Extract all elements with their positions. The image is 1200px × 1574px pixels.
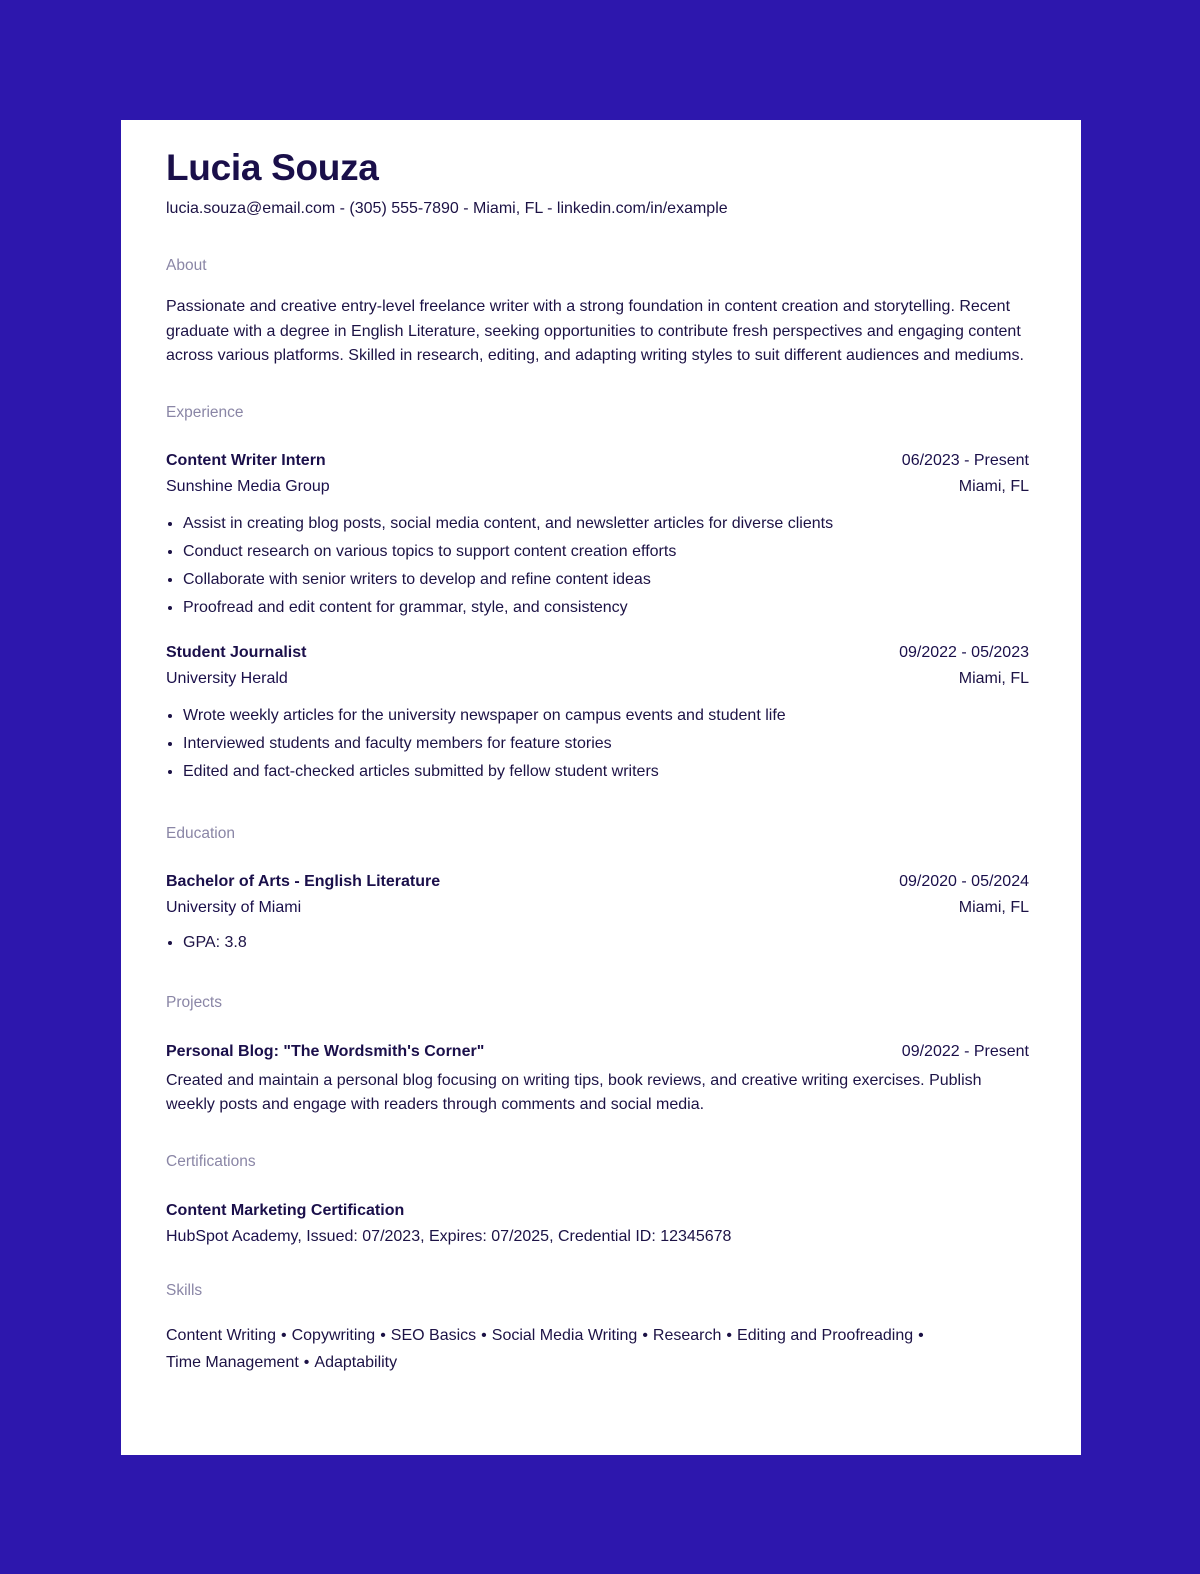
certification-detail [166, 1226, 1029, 1248]
certification-meta: , Issued: 07/2023, Expires: 07/2025, Credential ID: 12345678 [297, 1227, 732, 1245]
section-title-certifications: Certifications [166, 1152, 256, 1170]
skill-item: Social Media Writing [491, 1326, 638, 1344]
degree-title: Bachelor of Arts - English Literature [166, 872, 441, 890]
certification-issuer: HubSpot Academy [166, 1227, 298, 1245]
section-title-skills: Skills [166, 1281, 203, 1299]
job-location: Miami, FL [958, 669, 1029, 687]
project-entry [166, 1041, 1029, 1118]
resume-page [121, 120, 1081, 1455]
skill-item: Research [652, 1326, 722, 1344]
job-title: Content Writer Intern [166, 451, 326, 469]
skills-list [166, 1322, 1029, 1376]
certification-entry [166, 1200, 1029, 1248]
about-text: Passionate and creative entry-level freelance writer with a strong foundation in content creation and storytelling. Recent graduate with a degree in English Literature, seeking opportunities to contribute fresh perspectives and engaging content across various platforms. Skilled in research, editing, and adapting writing styles to suit different audiences and mediums. [166, 298, 1024, 364]
bullet-item: • Conduct research on various topics to support content creation efforts [183, 538, 1029, 566]
bullet-item: • Collaborate with senior writers to develop and refine content ideas [183, 566, 1029, 594]
job-location: Miami, FL [958, 477, 1029, 495]
bullet-item: • Proofread and edit content for grammar, style, and consistency [183, 594, 1029, 622]
experience-entry [166, 642, 1029, 786]
school-name: University of Miami [166, 898, 302, 916]
experience-entry [166, 450, 1029, 622]
project-name: Personal Blog: "The Wordsmith's Corner" [166, 1042, 485, 1060]
education-bullets [166, 929, 1029, 957]
skill-item: Editing and Proofreading [737, 1326, 914, 1344]
section-title-about: About [166, 257, 207, 274]
skill-item: SEO Basics [390, 1326, 477, 1344]
section-title-projects: Projects [166, 993, 222, 1011]
bullet-item: • Edited and fact-checked articles submitted by fellow student writers [183, 758, 1029, 786]
section-title-education: Education [166, 824, 235, 842]
bullet-item: • Assist in creating blog posts, social media content, and newsletter articles for diverse clients [183, 510, 1029, 538]
section-title-experience: Experience [166, 403, 244, 421]
job-dates: 09/2022 - 05/2023 [899, 643, 1029, 661]
skill-separator: • [481, 1326, 487, 1344]
bullet-item: • Interviewed students and faculty members for feature stories [183, 730, 1029, 758]
certification-name: Content Marketing Certification [166, 1201, 405, 1219]
education-dates: 09/2020 - 05/2024 [899, 872, 1029, 890]
skill-item: Content Writing [166, 1326, 276, 1344]
school-location: Miami, FL [958, 898, 1029, 916]
contact-line: lucia.souza@email.com - (305) 555-7890 - Miami, FL - linkedin.com/in/example [166, 200, 728, 217]
skill-separator: • [918, 1326, 924, 1344]
bullet-item: • Wrote weekly articles for the university newspaper on campus events and student life [183, 702, 1029, 730]
skill-separator: • [726, 1326, 733, 1344]
job-title: Student Journalist [166, 643, 307, 661]
project-dates: 09/2022 - Present [901, 1042, 1029, 1060]
job-bullets [166, 702, 1029, 786]
employer: Sunshine Media Group [166, 477, 330, 495]
job-dates: 06/2023 - Present [901, 451, 1029, 469]
skill-separator: • [380, 1326, 386, 1344]
skill-separator: • [642, 1326, 648, 1344]
employer: University Herald [166, 669, 288, 687]
skill-separator: • [280, 1326, 287, 1344]
project-description: Created and maintain a personal blog focusing on writing tips, book reviews, and creative writing exercises. Publish weekly posts and engage with readers through comments and social media. [166, 1071, 982, 1113]
job-bullets [166, 510, 1029, 622]
bullet-item: • GPA: 3.8 [183, 929, 1029, 957]
skill-item: Copywriting [291, 1326, 376, 1344]
skill-item: Adaptability [314, 1353, 398, 1371]
education-entry [166, 871, 1029, 957]
skill-separator: • [303, 1353, 310, 1371]
candidate-name: Lucia Souza [166, 147, 379, 188]
skill-item: Time Management [166, 1353, 299, 1371]
